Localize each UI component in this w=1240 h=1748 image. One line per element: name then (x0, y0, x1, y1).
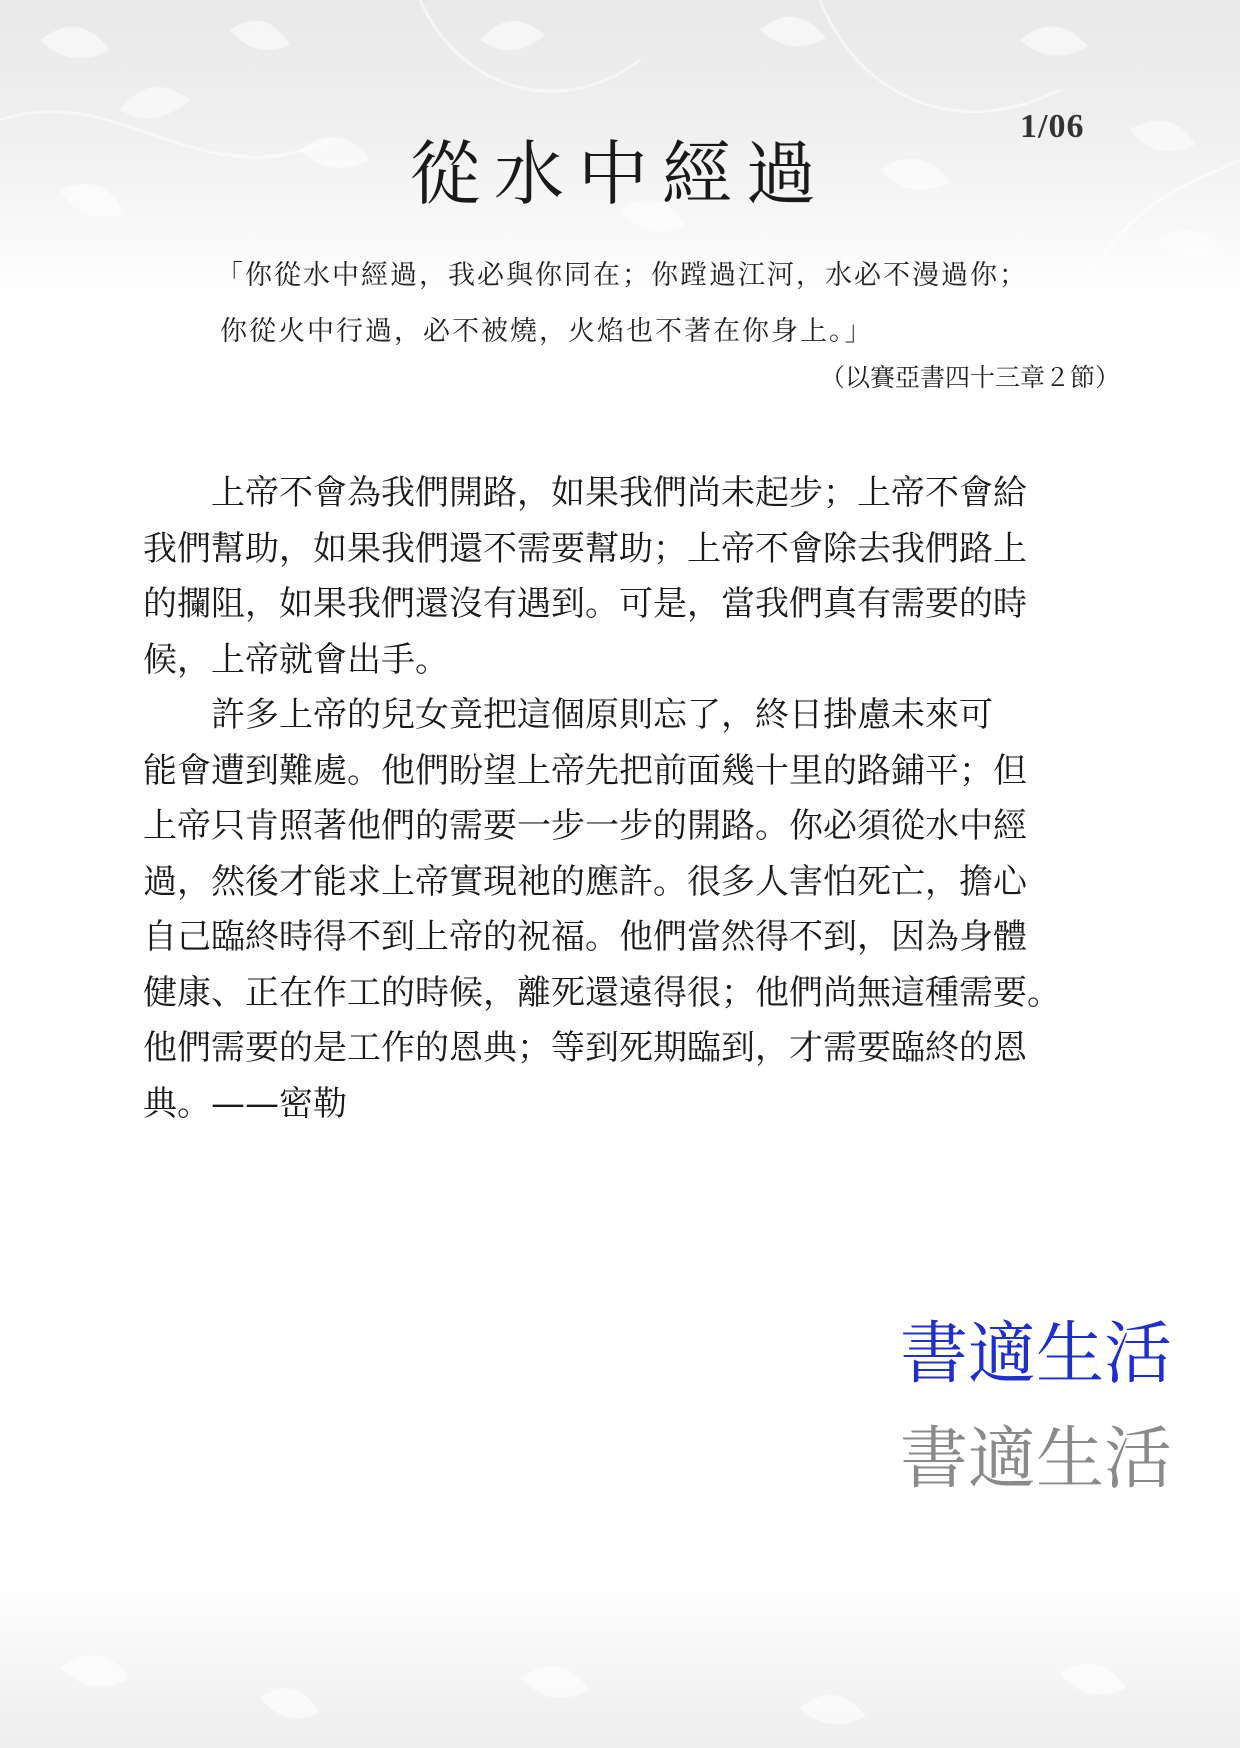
body-line: 自己臨終時得不到上帝的祝福。他們當然得不到，因為身體 (143, 917, 1027, 957)
body-line: 能會遭到難處。他們盼望上帝先把前面幾十里的路鋪平；但 (143, 750, 1027, 791)
body-line: 我們幫助，如果我們還不需要幫助；上帝不會除去我們路上 (143, 528, 1027, 569)
body-line: 的攔阻，如果我們還沒有遇到。可是，當我們真有需要的時 (143, 584, 1027, 624)
body-line: 許多上帝的兒女竟把這個原則忘了，終日掛慮未來可 (143, 695, 993, 735)
bottom-leaf-background (0, 1578, 1240, 1748)
body-line: 他們需要的是工作的恩典；等到死期臨到，才需要臨終的恩 (143, 1028, 1027, 1068)
page-number: 1/06 (1020, 108, 1085, 145)
body-line: 上帝只肯照著他們的需要一步一步的開路。你必須從水中經 (143, 806, 1027, 846)
publisher-logo-gray: 書適生活 (900, 1420, 1173, 1499)
publisher-logo-blue: 書適生活 (900, 1315, 1173, 1394)
scripture-reference: （以賽亞書四十三章２節） (819, 363, 1120, 392)
devotional-body (143, 466, 1123, 1132)
body-line: 典。——密勒 (143, 1083, 347, 1124)
leaf-pattern-bottom (0, 1578, 1240, 1748)
scripture-quote (216, 248, 1128, 360)
body-line: 上帝不會為我們開路，如果我們尚未起步；上帝不會給 (143, 473, 1027, 513)
body-line: 候，上帝就會出手。 (143, 639, 449, 680)
body-line: 過，然後才能求上帝實現祂的應許。很多人害怕死亡，擔心 (143, 861, 1027, 902)
page-title: 從水中經過 (410, 133, 830, 215)
scripture-line: 「你從水中經過，我必與你同在；你蹚過江河，水必不漫過你； (216, 260, 1028, 291)
scripture-line: 你從火中行過，必不被燒，火焰也不著在你身上。」 (220, 316, 874, 347)
body-line: 健康、正在作工的時候，離死還遠得很；他們尚無這種需要。 (143, 972, 1061, 1013)
